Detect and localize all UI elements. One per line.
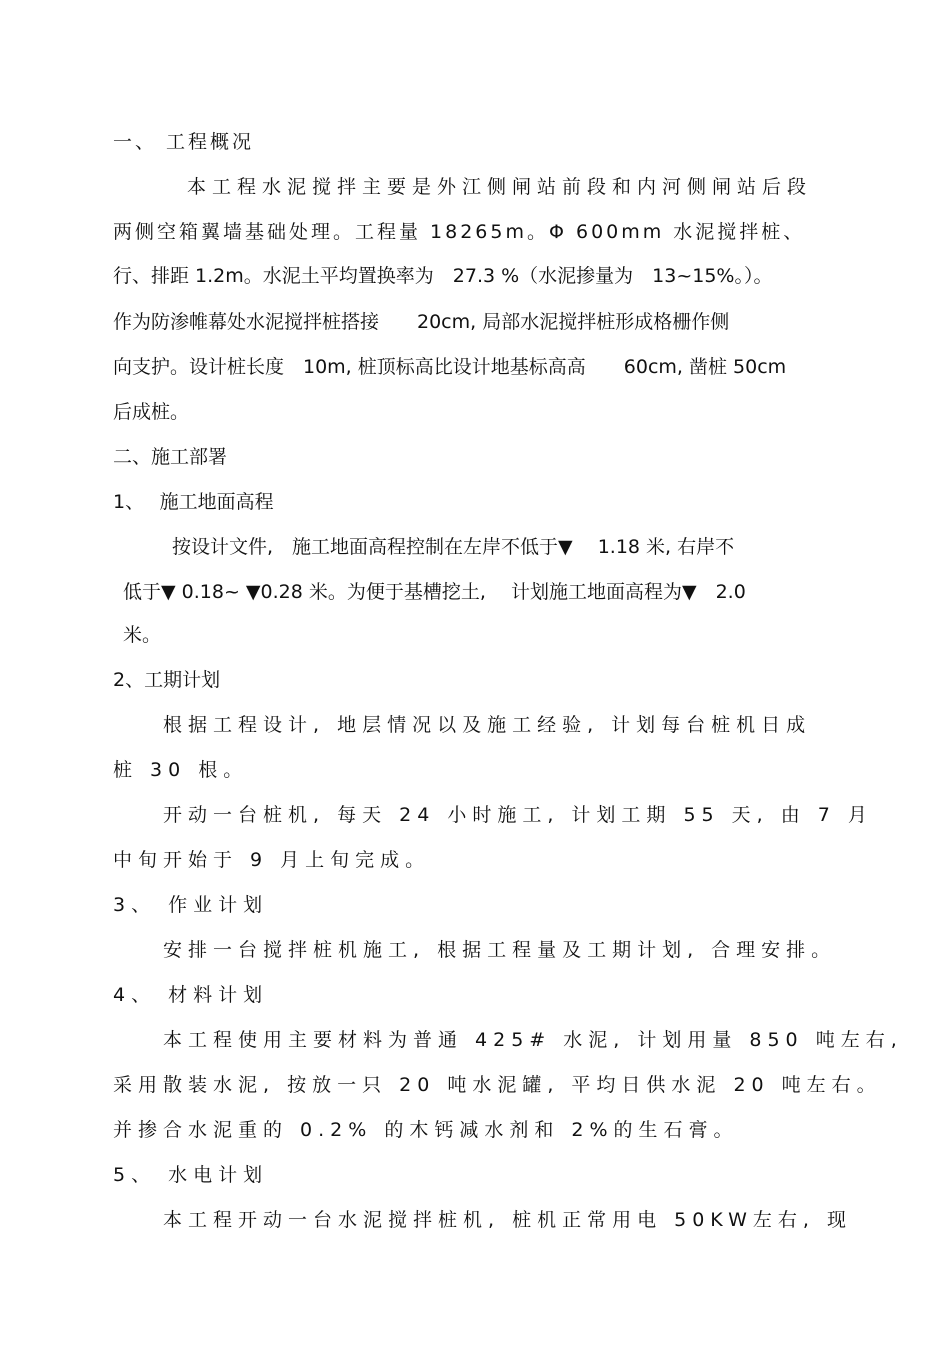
line-text: 根据工程设计, 地层情况以及施工经验, 计划每台桩机日成: [163, 714, 812, 736]
paragraph-line: [0, 259, 950, 293]
line-text: 采用散装水泥, 按放一只 20 吨水泥罐, 平均日供水泥 20 吨左右。: [113, 1074, 882, 1096]
line-text: 本工程使用主要材料为普通 425# 水泥, 计划用量 850 吨左右,: [163, 1029, 903, 1051]
line-text: 并掺合水泥重的 0.2% 的木钙减水剂和 2%的生石膏。: [113, 1119, 739, 1141]
line-text: 按设计文件, 施工地面高程控制在左岸不低于▼ 1.18 米, 右岸不: [172, 536, 735, 558]
paragraph-line: [0, 575, 950, 609]
line-text: 开动一台桩机, 每天 24 小时施工, 计划工期 55 天, 由 7 月: [163, 804, 873, 826]
line-text: 一、 工程概况: [113, 131, 255, 153]
line-text: 本工程开动一台水泥搅拌桩机, 桩机正常用电 50KW左右, 现: [163, 1209, 852, 1231]
line-text: 3、 作业计划: [113, 894, 269, 916]
line-text: 行、排距 1.2m。水泥土平均置换率为 27.3 %（水泥掺量为 13~15%。）。: [113, 265, 773, 287]
line-text: 1、 施工地面高程: [113, 491, 274, 513]
line-text: 本工程水泥搅拌主要是外江侧闸站前段和内河侧闸站后段: [187, 176, 813, 198]
paragraph-line: [0, 1203, 950, 1237]
paragraph-line: [0, 798, 950, 832]
subsection-heading: [0, 978, 950, 1012]
subsection-heading: [0, 888, 950, 922]
line-text: 二、施工部署: [113, 446, 228, 468]
line-text: 米。: [123, 624, 162, 646]
line-text: 4、 材料计划: [113, 984, 269, 1006]
paragraph-line: [0, 350, 950, 384]
line-text: 2、工期计划: [113, 669, 221, 691]
line-text: 中旬开始于 9 月上旬完成。: [113, 849, 431, 871]
line-text: 桩 30 根。: [113, 759, 249, 781]
line-text: 低于▼ 0.18~ ▼0.28 米。为便于基槽挖土, 计划施工地面高程为▼ 2.0: [123, 581, 746, 603]
subsection-heading: [0, 1158, 950, 1192]
line-text: 作为防渗帷幕处水泥搅拌桩搭接 20cm, 局部水泥搅拌桩形成格栅作侧: [113, 311, 730, 333]
paragraph-line: [0, 933, 950, 967]
paragraph-line: [0, 753, 950, 787]
subsection-heading: [0, 663, 950, 697]
line-text: 安排一台搅拌桩机施工, 根据工程量及工期计划, 合理安排。: [163, 939, 837, 961]
line-text: 向支护。设计桩长度 10m, 桩顶标高比设计地基标高高 60cm, 凿桩 50cm: [113, 356, 787, 378]
paragraph-line: [0, 395, 950, 429]
section-heading: [0, 125, 950, 159]
paragraph-line: [0, 530, 950, 564]
paragraph-line: [0, 305, 950, 339]
paragraph-line: [0, 843, 950, 877]
paragraph-line: [0, 1023, 950, 1057]
paragraph-line: [0, 215, 950, 249]
paragraph-line: [0, 170, 950, 204]
subsection-heading: [0, 485, 950, 519]
line-text: 5、 水电计划: [113, 1164, 269, 1186]
paragraph-line: [0, 1068, 950, 1102]
line-text: 两侧空箱翼墙基础处理。工程量 18265m。Φ 600mm 水泥搅拌桩、: [113, 221, 806, 243]
paragraph-line: [0, 618, 950, 652]
paragraph-line: [0, 708, 950, 742]
section-heading: [0, 440, 950, 474]
paragraph-line: [0, 1113, 950, 1147]
line-text: 后成桩。: [113, 401, 190, 423]
